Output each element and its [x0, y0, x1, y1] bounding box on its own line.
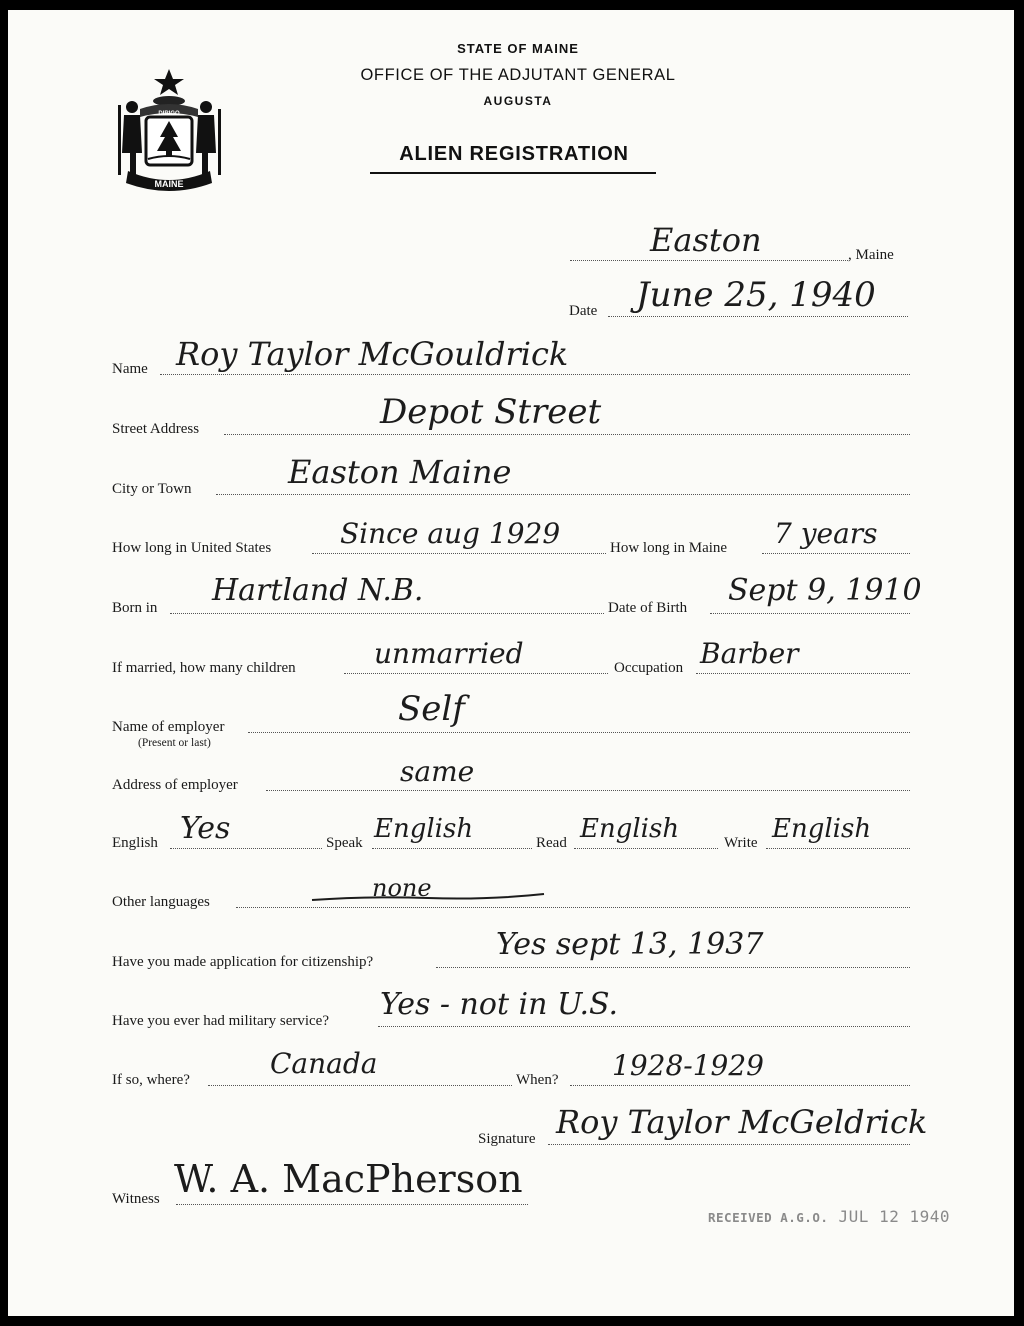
children-dotted-line: [344, 673, 608, 674]
born-in-dotted-line: [170, 613, 604, 614]
born-in-value: Hartland N.B.: [212, 573, 424, 608]
employer-dotted-line: [248, 732, 910, 733]
witness-dotted-line: [176, 1204, 528, 1205]
children-value: unmarried: [374, 637, 524, 670]
born-in-label: Born in: [112, 600, 158, 616]
speak-label: Speak: [326, 835, 363, 851]
how-long-maine-dotted-line: [762, 553, 910, 554]
date-label: Date: [569, 303, 598, 319]
where-dotted-line: [208, 1085, 512, 1086]
received-stamp: [708, 1207, 950, 1226]
where-value: Canada: [270, 1047, 378, 1080]
date-dotted-line: [608, 316, 908, 317]
employer-sublabel: (Present or last): [138, 737, 211, 749]
witness-label: Witness: [112, 1191, 160, 1207]
english-dotted-line: [170, 848, 322, 849]
received-stamp-label: RECEIVED A.G.O.: [708, 1210, 829, 1225]
date-of-birth-label: Date of Birth: [608, 600, 688, 616]
name-value: Roy Taylor McGouldrick: [176, 335, 569, 373]
employer-address-dotted-line: [266, 790, 910, 791]
when-dotted-line: [570, 1085, 910, 1086]
citizenship-label: Have you made application for citizenship?: [112, 954, 374, 970]
town-label: , Maine: [848, 247, 894, 263]
header-state: STATE OF MAINE: [457, 41, 579, 56]
date-of-birth-value: Sept 9, 1910: [728, 573, 922, 608]
title-underline: [370, 172, 656, 174]
read-value: English: [580, 814, 680, 844]
how-long-us-dotted-line: [312, 553, 606, 554]
read-dotted-line: [574, 848, 718, 849]
city-dotted-line: [216, 494, 910, 495]
children-label: If married, how many children: [112, 660, 296, 676]
seal-motto-text: DIRIGO: [158, 111, 180, 117]
how-long-us-label: How long in United States: [112, 540, 272, 556]
how-long-us-value: Since aug 1929: [340, 517, 561, 550]
english-label: English: [112, 835, 158, 851]
town-dotted-line: [570, 260, 848, 261]
other-languages-label: Other languages: [112, 894, 210, 910]
name-dotted-line: [160, 374, 910, 375]
other-languages-value: none: [372, 874, 432, 902]
write-dotted-line: [766, 848, 910, 849]
where-label: If so, where?: [112, 1072, 190, 1088]
city-label: City or Town: [112, 481, 192, 497]
write-label: Write: [724, 835, 758, 851]
speak-dotted-line: [372, 848, 532, 849]
read-label: Read: [536, 835, 567, 851]
when-value: 1928-1929: [612, 1049, 764, 1082]
city-value: Easton Maine: [288, 453, 512, 491]
employer-value: Self: [398, 689, 465, 729]
name-label: Name: [112, 361, 148, 377]
military-value: Yes - not in U.S.: [380, 987, 619, 1022]
form-title: ALIEN REGISTRATION: [399, 143, 629, 165]
occupation-dotted-line: [696, 673, 910, 674]
how-long-maine-label: How long in Maine: [610, 540, 728, 556]
english-value: Yes: [180, 811, 231, 846]
military-label: Have you ever had military service?: [112, 1013, 329, 1029]
witness-value: W. A. MacPherson: [174, 1157, 523, 1201]
received-stamp-date: JUL 12 1940: [838, 1207, 950, 1226]
street-address-dotted-line: [224, 434, 910, 435]
how-long-maine-value: 7 years: [774, 517, 878, 550]
signature-value: Roy Taylor McGeldrick: [556, 1103, 928, 1141]
when-label: When?: [516, 1072, 559, 1088]
employer-address-label: Address of employer: [112, 777, 238, 793]
street-address-label: Street Address: [112, 421, 200, 437]
citizenship-value: Yes sept 13, 1937: [496, 927, 764, 962]
military-dotted-line: [378, 1026, 910, 1027]
street-address-value: Depot Street: [380, 392, 602, 432]
signature-dotted-line: [548, 1144, 910, 1145]
employer-label: Name of employer: [112, 719, 225, 735]
citizenship-dotted-line: [436, 967, 910, 968]
occupation-value: Barber: [700, 637, 799, 670]
signature-label: Signature: [478, 1131, 536, 1147]
write-value: English: [772, 814, 872, 844]
seal-banner-text: MAINE: [154, 179, 184, 189]
speak-value: English: [374, 814, 474, 844]
employer-address-value: same: [400, 755, 475, 788]
maine-state-seal-icon: [110, 65, 228, 195]
date-value: June 25, 1940: [636, 275, 876, 315]
alien-registration-form: [8, 10, 1014, 1316]
header-city: AUGUSTA: [483, 94, 553, 108]
date-of-birth-dotted-line: [710, 613, 910, 614]
town-value: Easton: [650, 221, 762, 259]
header-office: OFFICE OF THE ADJUTANT GENERAL: [360, 66, 676, 84]
occupation-label: Occupation: [614, 660, 684, 676]
other-languages-dash-stroke: [308, 882, 548, 908]
